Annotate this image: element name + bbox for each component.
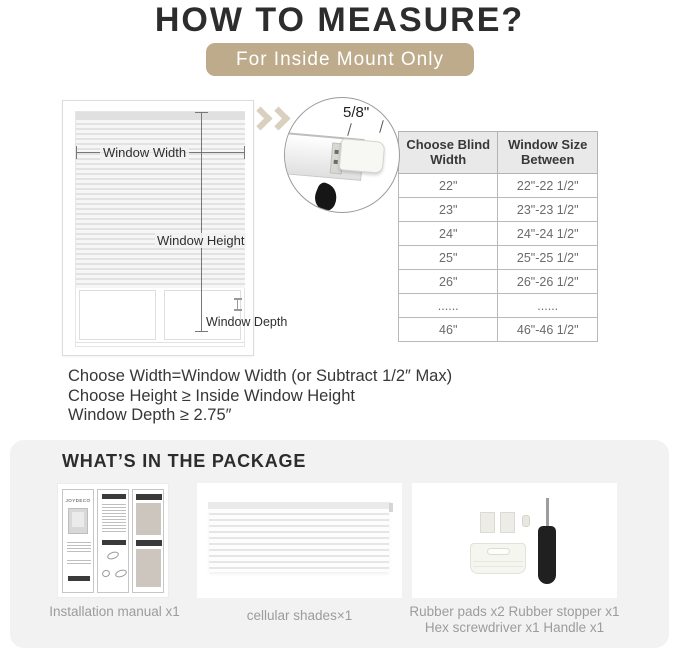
package-section [10, 440, 669, 648]
table-cell: 24" [399, 222, 498, 246]
rubber-pad [480, 512, 495, 533]
chevron-right-icon [266, 106, 290, 130]
shade-headrail [76, 112, 245, 120]
note-line: Choose Height ≥ Inside Window Height [68, 386, 355, 405]
table-row [399, 318, 598, 342]
manual-text-lines [67, 542, 91, 554]
bracket-end-cap [339, 138, 386, 174]
brand-logo: JOYDECO [65, 498, 91, 504]
table-cell: 23"-23 1/2" [498, 198, 598, 222]
table-cell: 24"-24 1/2" [498, 222, 598, 246]
height-tick-top [195, 112, 208, 113]
manual-header-bar [136, 540, 162, 546]
package-heading: WHAT’S IN THE PACKAGE [62, 451, 307, 471]
caption-line: Installation manual x1 [49, 604, 180, 619]
manual-panel [62, 489, 94, 593]
package-item-hardware [412, 483, 617, 598]
shade-headrail [208, 502, 391, 509]
manual-text-lines [67, 560, 91, 566]
table-cell: 26"-26 1/2" [498, 270, 598, 294]
table-cell: 26" [399, 270, 498, 294]
width-tick-right [244, 146, 245, 159]
window-pane [79, 290, 156, 340]
cellular-shade-product [209, 509, 389, 572]
package-item-manual [57, 483, 169, 598]
window-illustration [62, 100, 288, 356]
table-header-cell: Window Size Between [498, 132, 598, 174]
page-title: HOW TO MEASURE? [154, 1, 525, 39]
item-caption [197, 608, 402, 624]
table-cell: 25"-25 1/2" [498, 246, 598, 270]
window-sill [75, 342, 245, 343]
depth-bracket-mark [234, 298, 242, 311]
size-table [398, 131, 598, 342]
height-measure-line [201, 112, 202, 331]
rubber-stopper [522, 515, 530, 527]
manual-header-bar [136, 494, 162, 500]
manual-figure [114, 568, 128, 579]
inside-mount-banner: For Inside Mount Only [206, 43, 474, 76]
rubber-pad [500, 512, 515, 533]
manual-footer-bar [68, 576, 90, 581]
handle [470, 543, 526, 574]
item-caption [388, 604, 641, 636]
bracket-measure-label: 5/8" [343, 104, 370, 121]
height-tick-bottom [195, 331, 208, 332]
manual-figure [101, 569, 111, 578]
caption-line: Hex screwdriver x1 Handle x1 [424, 620, 605, 635]
table-cell: 22" [399, 174, 498, 198]
cord-piece [311, 181, 341, 213]
table-row [399, 174, 598, 198]
manual-figure [106, 550, 120, 561]
window-height-label: Window Height [157, 233, 245, 248]
table-cell: 46"-46 1/2" [498, 318, 598, 342]
table-header-row [399, 132, 598, 174]
bracket-notch [334, 150, 338, 154]
screwdriver-shaft [546, 498, 549, 528]
note-line: Choose Width=Window Width (or Subtract 1/2″ Max) [68, 367, 453, 385]
caption-line: cellular shades×1 [246, 608, 353, 623]
window-depth-label: Window Depth [206, 315, 288, 329]
manual-text-lines [102, 504, 126, 532]
handle-line [473, 561, 523, 562]
table-cell: ...... [498, 294, 598, 318]
manual-panel [97, 489, 129, 593]
measure-tick [347, 123, 352, 136]
package-item-shades [197, 483, 402, 598]
table-cell: 22"-22 1/2" [498, 174, 598, 198]
table-row [399, 198, 598, 222]
table-cell: 25" [399, 246, 498, 270]
manual-photo [136, 503, 161, 535]
table-row [399, 294, 598, 318]
manual-photo [136, 549, 161, 587]
handle-line [473, 566, 523, 567]
measure-tick [379, 120, 384, 133]
bracket-notch [334, 160, 338, 164]
width-tick-left [76, 146, 77, 159]
manual-header-bar [102, 494, 126, 499]
table-row [399, 270, 598, 294]
table-row [399, 246, 598, 270]
manual-header-bar [102, 540, 126, 545]
item-caption [22, 604, 207, 620]
note-line: Window Depth ≥ 2.75″ [68, 406, 232, 424]
window-width-label: Window Width [100, 145, 189, 160]
caption-line: Rubber pads x2 Rubber stopper x1 [409, 604, 620, 619]
table-cell: 46" [399, 318, 498, 342]
handle-slot [487, 548, 510, 555]
table-cell: 23" [399, 198, 498, 222]
screwdriver-handle [538, 526, 556, 584]
manual-panel [132, 489, 164, 593]
table-row [399, 222, 598, 246]
manual-window-figure [68, 508, 88, 534]
table-cell: ...... [399, 294, 498, 318]
measure-notes [68, 367, 452, 426]
bracket-zoom-circle [284, 97, 400, 213]
table-header-cell: Choose Blind Width [399, 132, 498, 174]
